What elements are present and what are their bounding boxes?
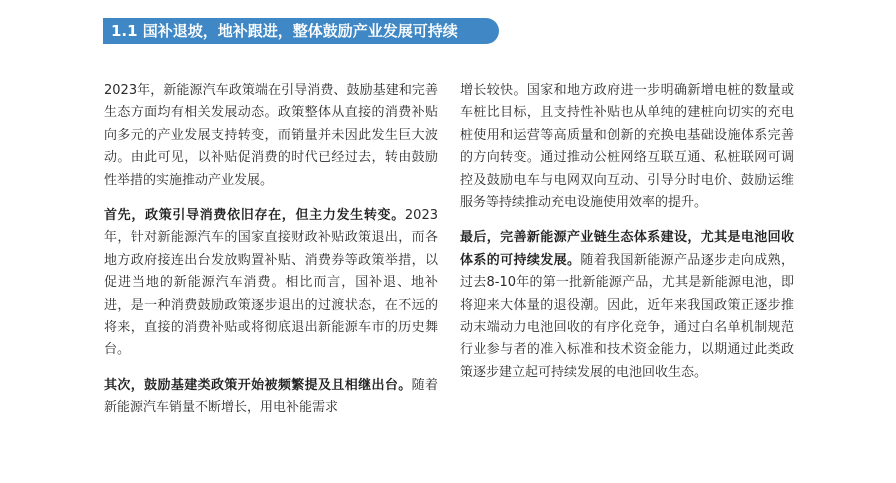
paragraph-intro: [104, 80, 438, 192]
paragraph-consumption-policy: [104, 205, 438, 362]
paragraph-lead: 首先，政策引导消费依旧存在，但主力发生转变。: [104, 208, 405, 224]
section-heading: 1.1 国补退坡，地补跟进，整体鼓励产业发展可持续: [103, 18, 499, 44]
paragraph-lead: 最后，完善新能源产业链生态体系建设，尤其是电池回收体系的可持续发展。: [460, 230, 794, 268]
paragraph-text: 随着新能源汽车销量不断增长，用电补能需求: [104, 377, 438, 416]
paragraph-lead: 其次，鼓励基建类政策开始被频繁提及且相继出台。: [104, 377, 412, 393]
left-column: [104, 80, 438, 433]
paragraph-text: 增长较快。国家和地方政府进一步明确新增电桩的数量或车桩比目标，且支持性补贴也从单纯的建桩向切实的充电桩使用和运营等高质量和创新的充换电基础设施体系完善的方向转变。通过推动公桩网络互联互通、私桩联网可调控及鼓励电车与电网双向互动、引导分时电价、鼓励运维服务等持续推动充电设施使用效率的提升。: [460, 83, 794, 211]
paragraph-text: 2023年，针对新能源汽车的国家直接财政补贴政策退出，而各地方政府接连出台发放购置补贴、消费券等政策举措，以促进当地的新能源汽车消费。相比而言，国补退、地补进，是一种消费鼓励政策逐步退出的过渡状态，在不远的将来，直接的消费补贴或将彻底退出新能源车市的历史舞台。: [104, 208, 438, 358]
paragraph-battery-recycling: [460, 227, 794, 384]
right-column: [460, 80, 794, 397]
paragraph-charging-continuation: [460, 80, 794, 214]
paragraph-infrastructure-policy: [104, 375, 438, 420]
paragraph-text: 2023年，新能源汽车政策端在引导消费、鼓励基建和完善生态方面均有相关发展动态。政策整体从直接的消费补贴向多元的产业发展支持转变，而销量并未因此发生巨大波动。由此可见，以补贴促消费的时代已经过去，转由鼓励性举措的实施推动产业发展。: [104, 83, 438, 188]
paragraph-text: 随着我国新能源产品逐步走向成熟，过去8-10年的第一批新能源产品，尤其是新能源电池，即将迎来大体量的退役潮。因此，近年来我国政策正逐步推动末端动力电池回收的有序化竞争，通过白名单机制规范行业参与者的准入标准和技术资金能力，以期通过此类政策逐步建立起可持续发展的电池回收生态。: [460, 252, 794, 380]
